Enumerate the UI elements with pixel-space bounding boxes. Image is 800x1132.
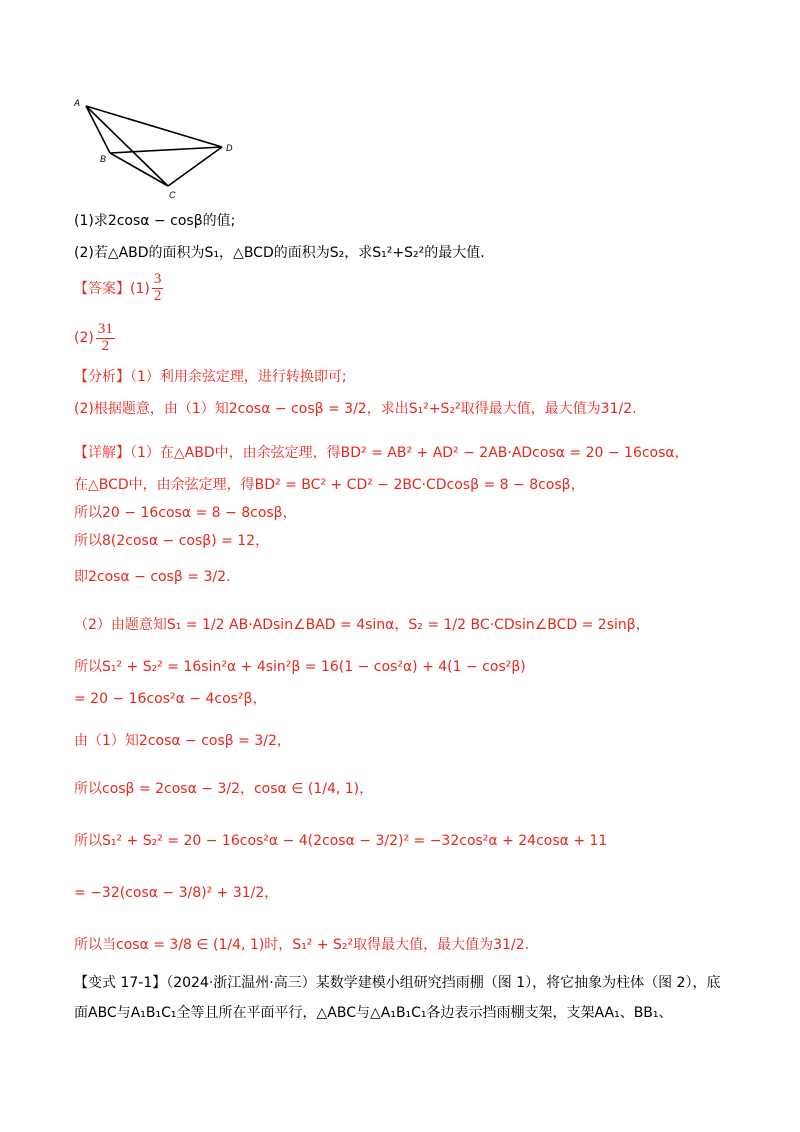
question-1: (1)求2cosα − cosβ的值; bbox=[74, 213, 236, 229]
label-b: B bbox=[100, 154, 107, 164]
detail-line-8: = 20 − 16cos²α − 4cos²β， bbox=[74, 691, 267, 707]
detail-line-12: = −32(cosα − 3/8)² + 31/2， bbox=[74, 885, 279, 901]
detail-line-5: 即2cosα − cosβ = 3/2. bbox=[74, 569, 231, 585]
answer-1: 【答案】(1) $\frac{3}{2}$ bbox=[74, 271, 162, 304]
edge-cd bbox=[168, 147, 222, 186]
detail-line-9: 由（1）知2cosα − cosβ = 3/2， bbox=[74, 733, 291, 749]
detail-line-7: 所以S₁² + S₂² = 16sin²α + 4sin²β = 16(1 − cos²α) + 4(1 − cos²β) bbox=[74, 659, 526, 675]
label-d: D bbox=[226, 143, 233, 153]
detail-line-11: 所以S₁² + S₂² = 20 − 16cos²α − 4(2cosα − 3/2)² = −32cos²α + 24cosα + 11 bbox=[74, 833, 608, 849]
detail-line-3: 所以20 − 16cosα = 8 − 8cosβ， bbox=[74, 505, 297, 521]
detail-line-2: 在△BCD中，由余弦定理，得BD² = BC² + CD² − 2BC·CDcosβ = 8 − 8cosβ， bbox=[74, 477, 585, 493]
detail-line-4: 所以8(2cosα − cosβ) = 12， bbox=[74, 533, 270, 549]
question-2: (2)若△ABD的面积为S₁，△BCD的面积为S₂，求S₁²+S₂²的最大值. bbox=[74, 245, 485, 261]
variant-line-2: 面ABC与A₁B₁C₁全等且所在平面平行，△ABC与△A₁B₁C₁各边表示挡雨棚支架，支架AA₁、BB₁、 bbox=[74, 1005, 673, 1021]
variant-line-1: 【变式 17-1】（2024·浙江温州·高三）某数学建模小组研究挡雨棚（图 1），将它抽象为柱体（图 2），底 bbox=[74, 975, 721, 991]
detail-line-10: 所以cosβ = 2cosα − 3/2，cosα ∈ (1/4, 1)， bbox=[74, 781, 374, 797]
answer-2: (2) $\frac{31}{2}$ bbox=[74, 321, 113, 354]
detail-line-1: 【详解】（1）在△ABD中，由余弦定理，得BD² = AB² + AD² − 2AB·ADcosα = 20 − 16cosα， bbox=[74, 445, 689, 461]
detail-line-6: （2）由题意知S₁ = 1/2 AB·ADsin∠BAD = 4sinα，S₂ = 1/2 BC·CDsin∠BCD = 2sinβ， bbox=[74, 617, 650, 633]
analysis-2: (2)根据题意，由（1）知2cosα − cosβ = 3/2，求出S₁²+S₂²取得最大值，最大值为31/2. bbox=[74, 401, 637, 417]
detail-line-13: 所以当cosα = 3/8 ∈ (1/4, 1)时，S₁² + S₂²取得最大值，最大值为31/2. bbox=[74, 937, 530, 953]
quadrilateral-figure bbox=[72, 98, 242, 208]
edge-bd bbox=[110, 147, 222, 153]
label-c: C bbox=[169, 190, 176, 200]
analysis-1: 【分析】（1）利用余弦定理，进行转换即可; bbox=[74, 369, 347, 385]
edge-ab bbox=[86, 106, 110, 153]
label-a: A bbox=[74, 98, 81, 108]
